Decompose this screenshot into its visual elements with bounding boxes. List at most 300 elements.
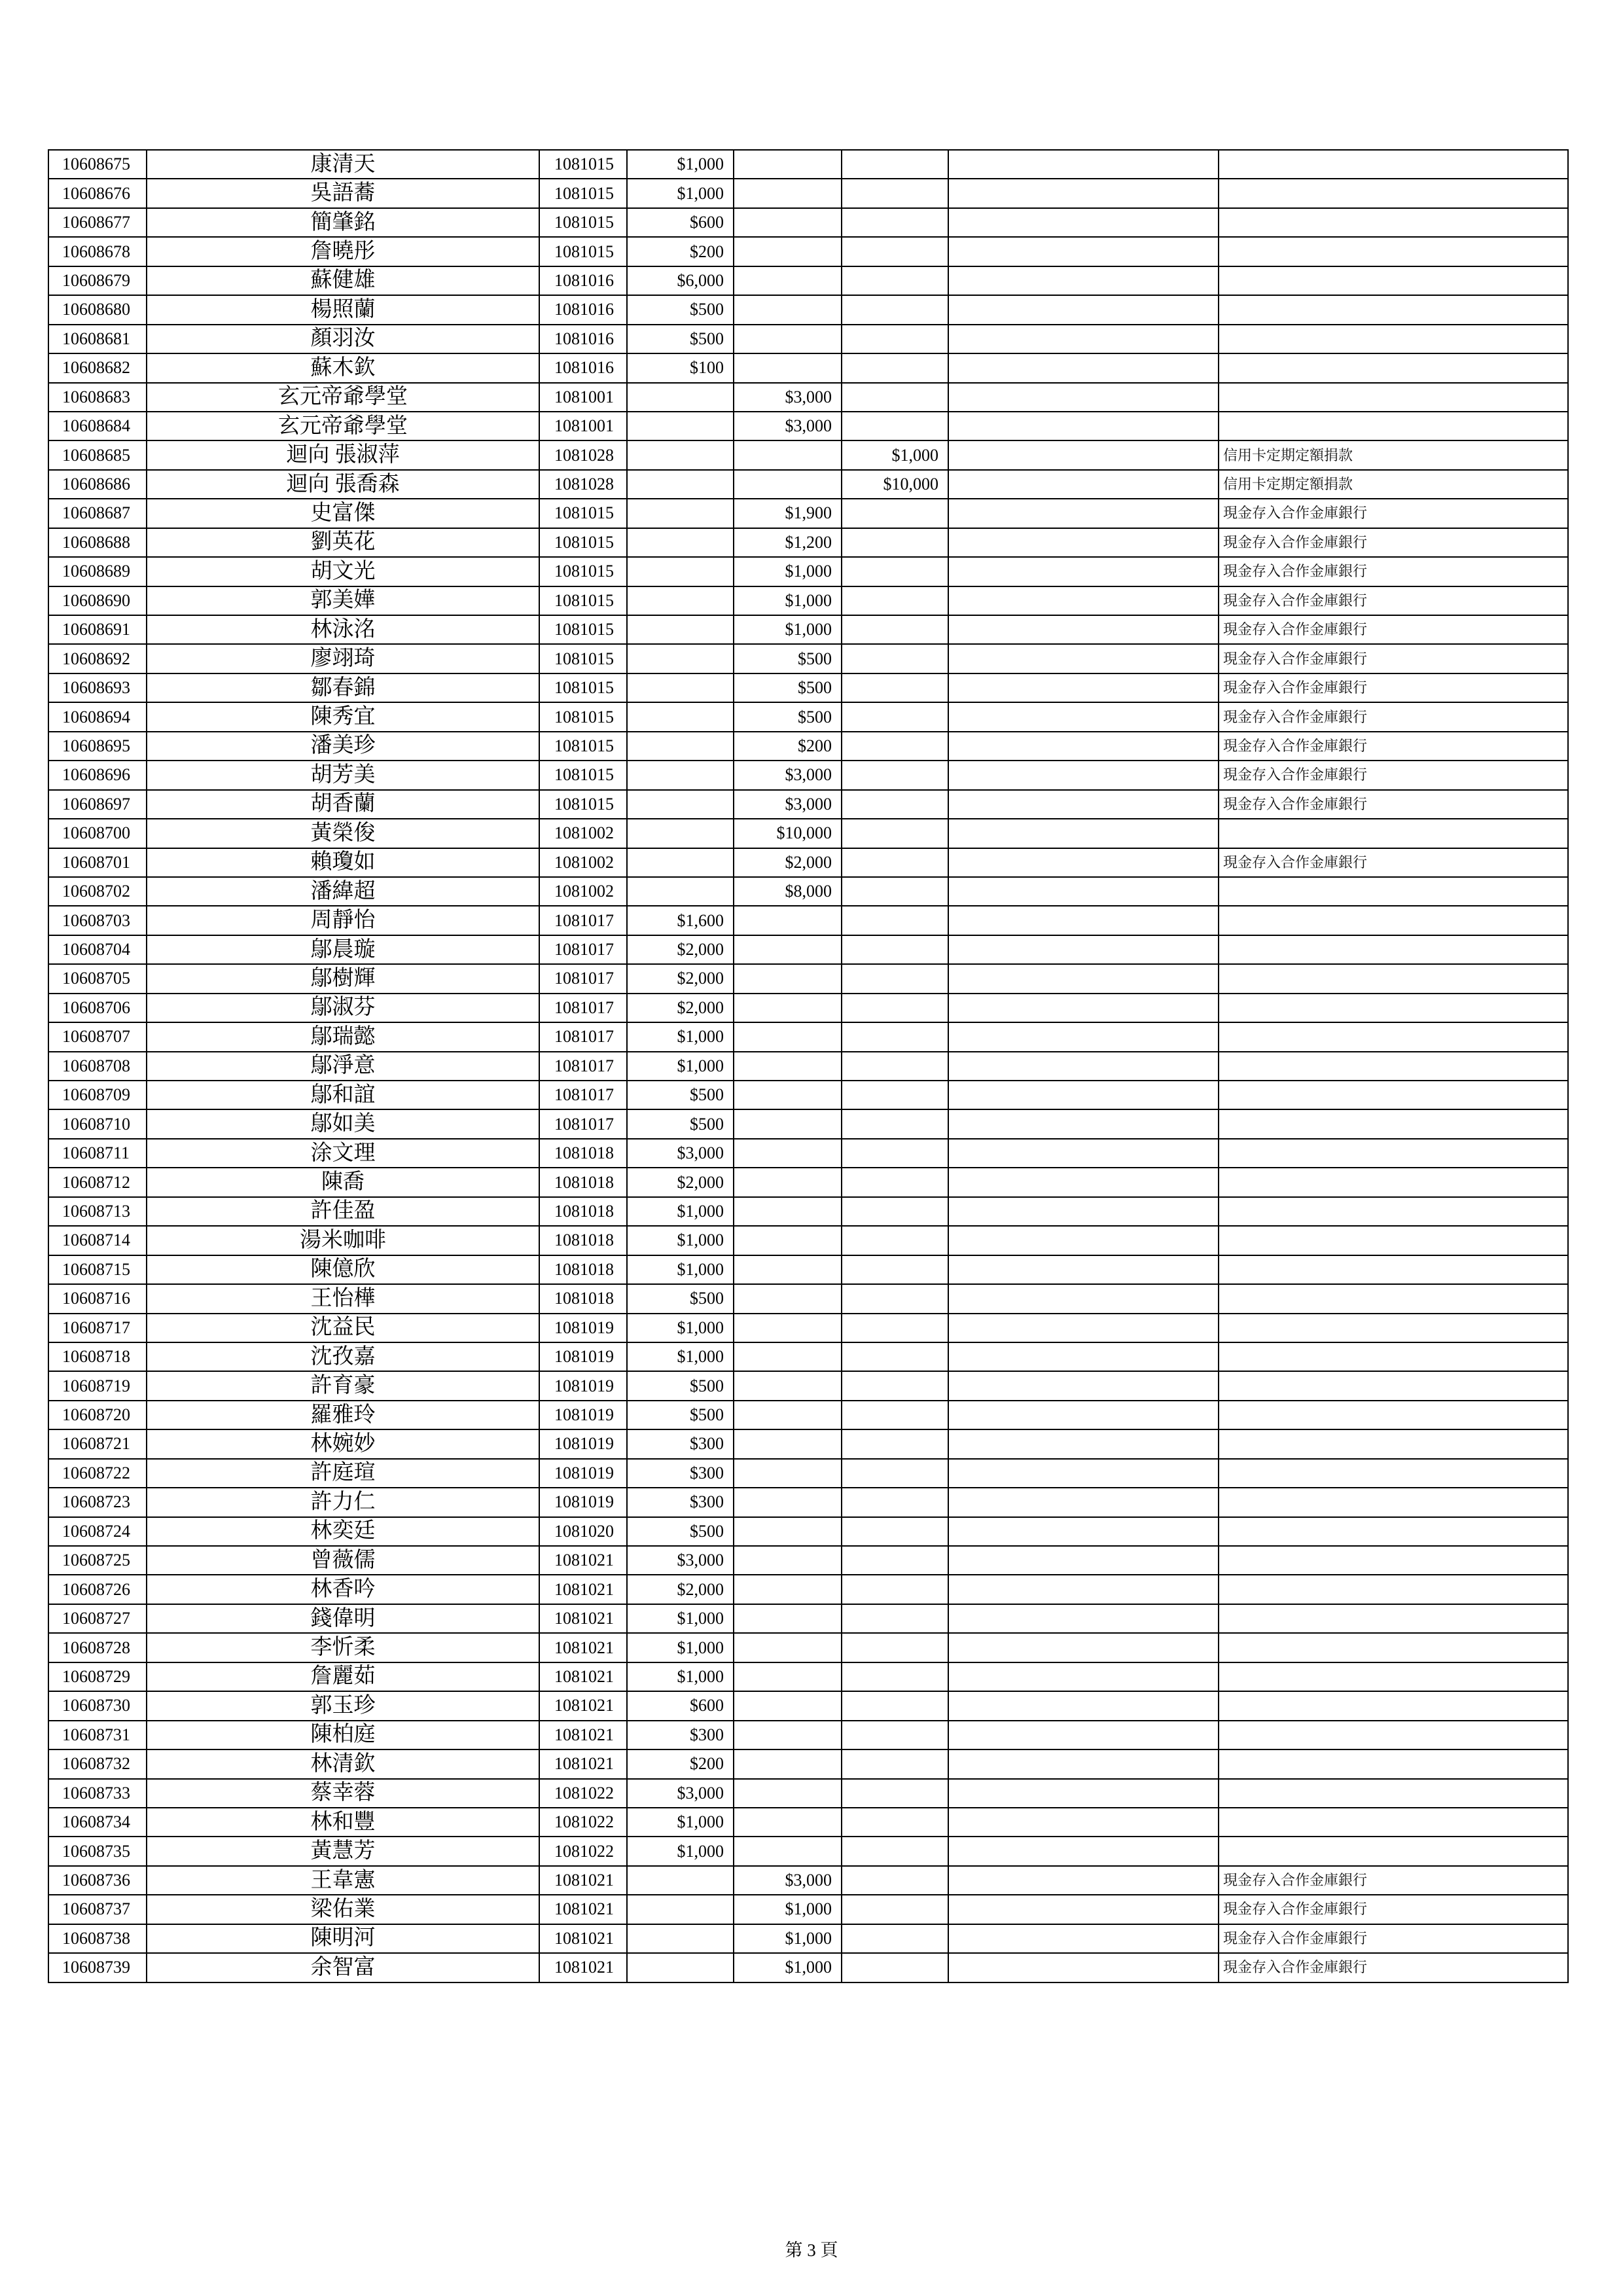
table-row: [48, 1662, 1568, 1691]
table-row: [48, 1633, 1568, 1662]
receipt-number-cell: 10608696: [48, 761, 147, 789]
receipt-number-cell: 10608729: [48, 1662, 147, 1691]
amount-deposit-cell: [734, 1226, 842, 1255]
date-cell: 1081021: [539, 1866, 627, 1895]
extra-column-cell: [948, 1721, 1219, 1749]
amount-deposit-cell: [734, 1662, 842, 1691]
donor-name-cell: 鄒春錦: [147, 673, 539, 702]
amount-card-cell: [842, 1924, 948, 1953]
table-row: [48, 1779, 1568, 1808]
amount-deposit-cell: [734, 266, 842, 295]
donor-name-cell: 迴向 張淑萍: [147, 440, 539, 469]
table-row: [48, 1488, 1568, 1516]
amount-deposit-cell: $1,000: [734, 1924, 842, 1953]
donor-name-cell: 胡文光: [147, 557, 539, 586]
extra-column-cell: [948, 1052, 1219, 1081]
date-cell: 1081017: [539, 964, 627, 993]
note-cell: [1219, 1837, 1568, 1865]
extra-column-cell: [948, 790, 1219, 819]
note-cell: [1219, 266, 1568, 295]
date-cell: 1081018: [539, 1284, 627, 1313]
table-row: [48, 1226, 1568, 1255]
amount-deposit-cell: [734, 994, 842, 1022]
donor-name-cell: 迴向 張喬森: [147, 470, 539, 499]
donor-name-cell: 陳喬: [147, 1168, 539, 1196]
receipt-number-cell: 10608700: [48, 819, 147, 848]
extra-column-cell: [948, 1808, 1219, 1837]
note-cell: [1219, 906, 1568, 935]
date-cell: 1081015: [539, 237, 627, 266]
amount-deposit-cell: [734, 440, 842, 469]
donor-name-cell: 鄔淑芬: [147, 994, 539, 1022]
donor-name-cell: 楊照蘭: [147, 295, 539, 324]
amount-card-cell: $10,000: [842, 470, 948, 499]
table-row: [48, 673, 1568, 702]
amount-cash-cell: [627, 1866, 734, 1895]
donor-name-cell: 郭美嬅: [147, 586, 539, 615]
amount-card-cell: [842, 1255, 948, 1284]
table-row: [48, 1401, 1568, 1429]
receipt-number-cell: 10608722: [48, 1459, 147, 1488]
receipt-number-cell: 10608712: [48, 1168, 147, 1196]
date-cell: 1081015: [539, 732, 627, 761]
extra-column-cell: [948, 557, 1219, 586]
amount-deposit-cell: $3,000: [734, 761, 842, 789]
extra-column-cell: [948, 1953, 1219, 1982]
date-cell: 1081019: [539, 1314, 627, 1342]
date-cell: 1081017: [539, 935, 627, 964]
extra-column-cell: [948, 1837, 1219, 1865]
table-row: [48, 994, 1568, 1022]
amount-card-cell: [842, 732, 948, 761]
table-row: [48, 1837, 1568, 1865]
receipt-number-cell: 10608677: [48, 208, 147, 237]
table-row: [48, 1284, 1568, 1313]
note-cell: [1219, 1488, 1568, 1516]
receipt-number-cell: 10608724: [48, 1517, 147, 1546]
date-cell: 1081021: [539, 1633, 627, 1662]
amount-card-cell: [842, 1284, 948, 1313]
amount-cash-cell: $500: [627, 1284, 734, 1313]
extra-column-cell: [948, 1429, 1219, 1458]
table-row: [48, 1721, 1568, 1749]
amount-card-cell: [842, 1633, 948, 1662]
donor-name-cell: 簡肇銘: [147, 208, 539, 237]
receipt-number-cell: 10608697: [48, 790, 147, 819]
amount-deposit-cell: $2,000: [734, 848, 842, 877]
amount-cash-cell: $200: [627, 1749, 734, 1778]
date-cell: 1081028: [539, 440, 627, 469]
receipt-number-cell: 10608691: [48, 615, 147, 644]
amount-card-cell: [842, 1314, 948, 1342]
date-cell: 1081002: [539, 819, 627, 848]
receipt-number-cell: 10608731: [48, 1721, 147, 1749]
amount-cash-cell: [627, 644, 734, 673]
receipt-number-cell: 10608736: [48, 1866, 147, 1895]
receipt-number-cell: 10608705: [48, 964, 147, 993]
amount-cash-cell: $1,000: [627, 1197, 734, 1226]
table-row: [48, 1139, 1568, 1168]
receipt-number-cell: 10608716: [48, 1284, 147, 1313]
amount-deposit-cell: [734, 325, 842, 353]
amount-card-cell: [842, 1109, 948, 1138]
date-cell: 1081021: [539, 1691, 627, 1720]
amount-deposit-cell: [734, 237, 842, 266]
extra-column-cell: [948, 1749, 1219, 1778]
note-cell: [1219, 353, 1568, 382]
receipt-number-cell: 10608704: [48, 935, 147, 964]
note-cell: 現金存入合作金庫銀行: [1219, 1895, 1568, 1924]
amount-cash-cell: $1,000: [627, 179, 734, 207]
amount-cash-cell: [627, 528, 734, 557]
date-cell: 1081022: [539, 1808, 627, 1837]
date-cell: 1081021: [539, 1895, 627, 1924]
extra-column-cell: [948, 470, 1219, 499]
donor-name-cell: 胡香蘭: [147, 790, 539, 819]
receipt-number-cell: 10608739: [48, 1953, 147, 1982]
amount-deposit-cell: [734, 1604, 842, 1633]
note-cell: [1219, 1808, 1568, 1837]
extra-column-cell: [948, 1895, 1219, 1924]
donor-name-cell: 曾薇儒: [147, 1546, 539, 1575]
amount-deposit-cell: [734, 1197, 842, 1226]
date-cell: 1081019: [539, 1371, 627, 1400]
amount-deposit-cell: $500: [734, 702, 842, 731]
amount-cash-cell: [627, 470, 734, 499]
amount-deposit-cell: [734, 1371, 842, 1400]
table-row: [48, 383, 1568, 412]
receipt-number-cell: 10608718: [48, 1342, 147, 1371]
receipt-number-cell: 10608711: [48, 1139, 147, 1168]
amount-card-cell: [842, 1604, 948, 1633]
donor-name-cell: 玄元帝爺學堂: [147, 412, 539, 440]
table-row: [48, 1691, 1568, 1720]
receipt-number-cell: 10608738: [48, 1924, 147, 1953]
amount-deposit-cell: [734, 1109, 842, 1138]
amount-cash-cell: $1,000: [627, 1342, 734, 1371]
date-cell: 1081019: [539, 1429, 627, 1458]
amount-cash-cell: $600: [627, 208, 734, 237]
amount-card-cell: [842, 1139, 948, 1168]
amount-card-cell: [842, 1546, 948, 1575]
date-cell: 1081017: [539, 1022, 627, 1051]
amount-card-cell: [842, 586, 948, 615]
extra-column-cell: [948, 266, 1219, 295]
amount-cash-cell: $100: [627, 353, 734, 382]
donor-name-cell: 鄔和誼: [147, 1081, 539, 1109]
amount-deposit-cell: [734, 1808, 842, 1837]
table-row: [48, 935, 1568, 964]
table-row: [48, 1022, 1568, 1051]
amount-card-cell: [842, 702, 948, 731]
extra-column-cell: [948, 1168, 1219, 1196]
receipt-number-cell: 10608701: [48, 848, 147, 877]
date-cell: 1081022: [539, 1779, 627, 1808]
donor-name-cell: 鄔淨意: [147, 1052, 539, 1081]
table-row: [48, 790, 1568, 819]
amount-card-cell: [842, 1459, 948, 1488]
date-cell: 1081017: [539, 1081, 627, 1109]
receipt-number-cell: 10608735: [48, 1837, 147, 1865]
date-cell: 1081018: [539, 1255, 627, 1284]
amount-deposit-cell: [734, 1837, 842, 1865]
amount-cash-cell: $1,000: [627, 1226, 734, 1255]
amount-cash-cell: $500: [627, 295, 734, 324]
amount-deposit-cell: [734, 179, 842, 207]
amount-card-cell: [842, 237, 948, 266]
note-cell: [1219, 1633, 1568, 1662]
amount-cash-cell: $300: [627, 1721, 734, 1749]
table-row: [48, 702, 1568, 731]
note-cell: [1219, 1662, 1568, 1691]
amount-card-cell: [842, 557, 948, 586]
receipt-number-cell: 10608707: [48, 1022, 147, 1051]
amount-cash-cell: $1,000: [627, 1808, 734, 1837]
donor-name-cell: 林奕廷: [147, 1517, 539, 1546]
amount-cash-cell: [627, 1895, 734, 1924]
table-row: [48, 325, 1568, 353]
table-row: [48, 1429, 1568, 1458]
amount-cash-cell: $500: [627, 1109, 734, 1138]
date-cell: 1081015: [539, 528, 627, 557]
donor-name-cell: 鄔瑞懿: [147, 1022, 539, 1051]
table-row: [48, 964, 1568, 993]
table-row: [48, 1109, 1568, 1138]
extra-column-cell: [948, 1314, 1219, 1342]
donor-name-cell: 林泳洺: [147, 615, 539, 644]
date-cell: 1081021: [539, 1546, 627, 1575]
amount-cash-cell: $1,000: [627, 1633, 734, 1662]
receipt-number-cell: 10608685: [48, 440, 147, 469]
donor-name-cell: 劉英花: [147, 528, 539, 557]
amount-cash-cell: [627, 790, 734, 819]
note-cell: 現金存入合作金庫銀行: [1219, 673, 1568, 702]
amount-deposit-cell: [734, 1546, 842, 1575]
note-cell: [1219, 994, 1568, 1022]
amount-card-cell: [842, 877, 948, 906]
note-cell: [1219, 1226, 1568, 1255]
extra-column-cell: [948, 325, 1219, 353]
amount-card-cell: [842, 1022, 948, 1051]
amount-deposit-cell: [734, 1314, 842, 1342]
table-row: [48, 1052, 1568, 1081]
amount-cash-cell: $1,000: [627, 1314, 734, 1342]
donor-name-cell: 吳語蕎: [147, 179, 539, 207]
table-row: [48, 1808, 1568, 1837]
extra-column-cell: [948, 1284, 1219, 1313]
note-cell: [1219, 325, 1568, 353]
amount-cash-cell: $3,000: [627, 1139, 734, 1168]
note-cell: [1219, 964, 1568, 993]
amount-deposit-cell: $1,000: [734, 1895, 842, 1924]
amount-deposit-cell: $3,000: [734, 790, 842, 819]
donor-name-cell: 許庭瑄: [147, 1459, 539, 1488]
note-cell: [1219, 1081, 1568, 1109]
extra-column-cell: [948, 673, 1219, 702]
extra-column-cell: [948, 353, 1219, 382]
extra-column-cell: [948, 848, 1219, 877]
date-cell: 1081021: [539, 1662, 627, 1691]
receipt-number-cell: 10608713: [48, 1197, 147, 1226]
amount-deposit-cell: [734, 1255, 842, 1284]
amount-card-cell: [842, 790, 948, 819]
note-cell: [1219, 1284, 1568, 1313]
receipt-number-cell: 10608719: [48, 1371, 147, 1400]
table-row: [48, 557, 1568, 586]
amount-deposit-cell: [734, 353, 842, 382]
receipt-number-cell: 10608683: [48, 383, 147, 412]
donor-name-cell: 陳億欣: [147, 1255, 539, 1284]
date-cell: 1081021: [539, 1575, 627, 1604]
amount-deposit-cell: $1,200: [734, 528, 842, 557]
amount-card-cell: [842, 1226, 948, 1255]
amount-deposit-cell: [734, 1779, 842, 1808]
table-row: [48, 615, 1568, 644]
extra-column-cell: [948, 1924, 1219, 1953]
receipt-number-cell: 10608702: [48, 877, 147, 906]
amount-deposit-cell: [734, 295, 842, 324]
date-cell: 1081002: [539, 877, 627, 906]
amount-deposit-cell: [734, 1633, 842, 1662]
note-cell: 現金存入合作金庫銀行: [1219, 644, 1568, 673]
extra-column-cell: [948, 499, 1219, 528]
amount-cash-cell: [627, 819, 734, 848]
table-row: [48, 1459, 1568, 1488]
table-row: [48, 1314, 1568, 1342]
amount-deposit-cell: [734, 1721, 842, 1749]
extra-column-cell: [948, 994, 1219, 1022]
note-cell: [1219, 1721, 1568, 1749]
date-cell: 1081020: [539, 1517, 627, 1546]
extra-column-cell: [948, 1691, 1219, 1720]
extra-column-cell: [948, 1866, 1219, 1895]
note-cell: [1219, 1022, 1568, 1051]
extra-column-cell: [948, 208, 1219, 237]
table-row: [48, 1342, 1568, 1371]
amount-cash-cell: $1,000: [627, 150, 734, 179]
note-cell: 現金存入合作金庫銀行: [1219, 1953, 1568, 1982]
table-row: [48, 1255, 1568, 1284]
amount-card-cell: [842, 644, 948, 673]
extra-column-cell: [948, 761, 1219, 789]
amount-cash-cell: $500: [627, 325, 734, 353]
donor-name-cell: 賴瓊如: [147, 848, 539, 877]
amount-card-cell: [842, 1052, 948, 1081]
note-cell: [1219, 819, 1568, 848]
table-row: [48, 1371, 1568, 1400]
amount-cash-cell: [627, 1953, 734, 1982]
amount-cash-cell: [627, 383, 734, 412]
table-row: [48, 1866, 1568, 1895]
donor-name-cell: 羅雅玲: [147, 1401, 539, 1429]
table-row: [48, 353, 1568, 382]
amount-card-cell: [842, 1779, 948, 1808]
date-cell: 1081017: [539, 994, 627, 1022]
extra-column-cell: [948, 1197, 1219, 1226]
donor-name-cell: 沈孜嘉: [147, 1342, 539, 1371]
donor-name-cell: 梁佑業: [147, 1895, 539, 1924]
amount-deposit-cell: $3,000: [734, 383, 842, 412]
donor-name-cell: 周靜怡: [147, 906, 539, 935]
amount-cash-cell: $1,000: [627, 1662, 734, 1691]
amount-cash-cell: [627, 848, 734, 877]
amount-deposit-cell: [734, 1749, 842, 1778]
amount-cash-cell: [627, 877, 734, 906]
extra-column-cell: [948, 1081, 1219, 1109]
extra-column-cell: [948, 732, 1219, 761]
receipt-number-cell: 10608730: [48, 1691, 147, 1720]
amount-deposit-cell: $8,000: [734, 877, 842, 906]
note-cell: [1219, 1604, 1568, 1633]
extra-column-cell: [948, 644, 1219, 673]
table-row: [48, 1168, 1568, 1196]
amount-deposit-cell: [734, 964, 842, 993]
extra-column-cell: [948, 1604, 1219, 1633]
table-row: [48, 644, 1568, 673]
amount-card-cell: [842, 1662, 948, 1691]
extra-column-cell: [948, 1633, 1219, 1662]
amount-deposit-cell: [734, 208, 842, 237]
amount-deposit-cell: [734, 1139, 842, 1168]
receipt-number-cell: 10608684: [48, 412, 147, 440]
date-cell: 1081019: [539, 1342, 627, 1371]
receipt-number-cell: 10608694: [48, 702, 147, 731]
donor-name-cell: 廖翊琦: [147, 644, 539, 673]
receipt-number-cell: 10608728: [48, 1633, 147, 1662]
amount-card-cell: [842, 615, 948, 644]
amount-card-cell: [842, 150, 948, 179]
date-cell: 1081028: [539, 470, 627, 499]
extra-column-cell: [948, 383, 1219, 412]
amount-cash-cell: $2,000: [627, 994, 734, 1022]
note-cell: [1219, 295, 1568, 324]
receipt-number-cell: 10608689: [48, 557, 147, 586]
note-cell: 現金存入合作金庫銀行: [1219, 1924, 1568, 1953]
amount-card-cell: [842, 528, 948, 557]
amount-deposit-cell: $1,000: [734, 1953, 842, 1982]
amount-cash-cell: $3,000: [627, 1779, 734, 1808]
note-cell: 現金存入合作金庫銀行: [1219, 615, 1568, 644]
amount-cash-cell: $1,000: [627, 1255, 734, 1284]
donor-name-cell: 陳明河: [147, 1924, 539, 1953]
donor-name-cell: 蔡幸蓉: [147, 1779, 539, 1808]
note-cell: [1219, 412, 1568, 440]
date-cell: 1081018: [539, 1139, 627, 1168]
date-cell: 1081002: [539, 848, 627, 877]
date-cell: 1081001: [539, 412, 627, 440]
amount-cash-cell: $500: [627, 1517, 734, 1546]
extra-column-cell: [948, 702, 1219, 731]
date-cell: 1081015: [539, 673, 627, 702]
table-row: [48, 179, 1568, 207]
note-cell: [1219, 1459, 1568, 1488]
receipt-number-cell: 10608695: [48, 732, 147, 761]
donor-name-cell: 王韋憲: [147, 1866, 539, 1895]
donor-name-cell: 陳秀宜: [147, 702, 539, 731]
extra-column-cell: [948, 528, 1219, 557]
amount-cash-cell: $2,000: [627, 964, 734, 993]
extra-column-cell: [948, 877, 1219, 906]
table-row: [48, 499, 1568, 528]
extra-column-cell: [948, 819, 1219, 848]
date-cell: 1081021: [539, 1924, 627, 1953]
donor-name-cell: 胡芳美: [147, 761, 539, 789]
table-row: [48, 819, 1568, 848]
table-row: [48, 470, 1568, 499]
note-cell: [1219, 1546, 1568, 1575]
amount-card-cell: [842, 383, 948, 412]
receipt-number-cell: 10608676: [48, 179, 147, 207]
